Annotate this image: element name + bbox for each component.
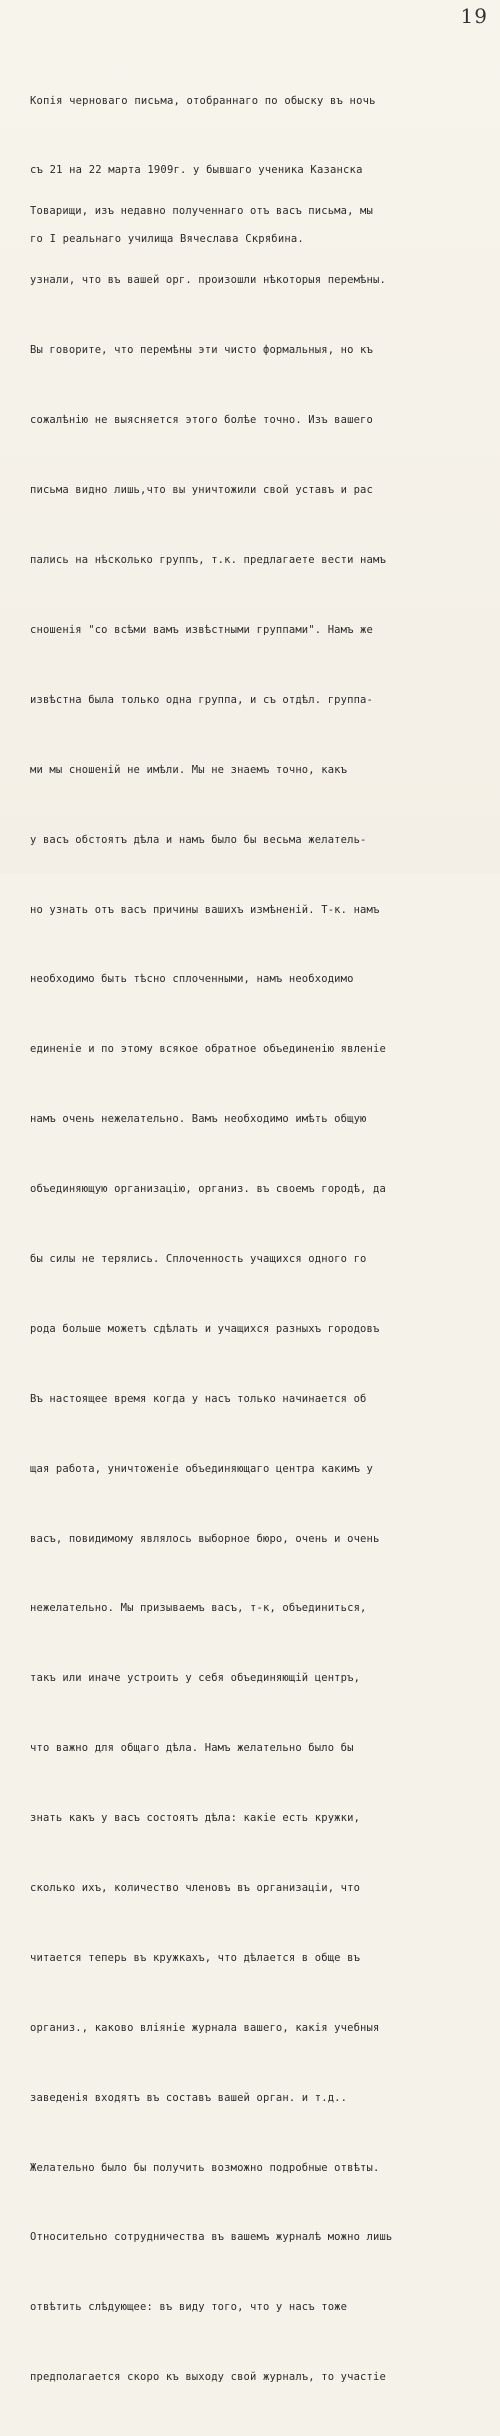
body-line: щая работа, уничтоженіе объединяющаго центра какимъ у xyxy=(30,1462,373,1475)
body-line: сношенія "со всѣми вамъ извѣстными группами". Намъ же xyxy=(30,623,373,636)
body-line: пались на нѣсколько группъ, т.к. предлагаете вести намъ xyxy=(30,554,386,567)
body-line: письма видно лишь,что вы уничтожили свой уставъ и рас xyxy=(30,484,373,497)
body-line: Вы говорите, что перемѣны эти чисто формальныя, но къ xyxy=(30,344,373,357)
body-line: единеніе и по этому всякое обратное объединенію явленіе xyxy=(30,1043,386,1056)
body-line: что важно для общаго дѣла. Намъ желательно было бы xyxy=(30,1742,354,1755)
letter-body xyxy=(30,153,490,2436)
body-line: сожалѣнію не выясняется этого болѣе точно. Изъ вашего xyxy=(30,414,373,427)
heading-line: го I реальнаго училища Вячеслава Скрябина. xyxy=(30,233,304,245)
heading-line: съ 21 на 22 марта 1909г. у бывшаго ученика Казанска xyxy=(30,164,363,176)
heading-line: Копія черноваго письма, отобраннаго по обыску въ ночь xyxy=(30,95,376,107)
body-line: васъ, повидимому являлось выборное бюро, очень и очень xyxy=(30,1532,380,1545)
body-line: извѣстна была только одна группа, и съ отдѣл. группа- xyxy=(30,693,373,706)
body-line: Желательно было бы получить возможно подробные отвѣты. xyxy=(30,2161,380,2174)
body-line: отвѣтить слѣдующее: въ виду того, что у насъ тоже xyxy=(30,2301,348,2314)
body-line: Товарищи, изъ недавно полученнаго отъ васъ письма, мы xyxy=(30,204,373,217)
body-line: объединяющую организацію, организ. въ своемъ городѣ, да xyxy=(30,1183,386,1196)
body-line: узнали, что въ вашей орг. произошли нѣкоторыя перемѣны. xyxy=(30,274,386,287)
body-line: нежелательно. Мы призываемъ васъ, т-к, объединиться, xyxy=(30,1602,367,1615)
body-line: организ., каково вліяніе журнала вашего, какія учебныя xyxy=(30,2021,380,2034)
body-line: рода больше можетъ сдѣлать и учащихся разныхъ городовъ xyxy=(30,1322,380,1335)
body-line: ми мы сношеній не имѣли. Мы не знаемъ точно, какъ xyxy=(30,763,348,776)
body-line: но узнать отъ васъ причины вашихъ измѣненій. Т-к. намъ xyxy=(30,903,380,916)
body-line: такъ или иначе устроить у себя объединяющій центръ, xyxy=(30,1672,361,1685)
body-line: Относительно сотрудничества въ вашемъ журналѣ можно лишь xyxy=(30,2231,393,2244)
body-line: знать какъ у васъ состоятъ дѣла: какіе есть кружки, xyxy=(30,1812,361,1825)
body-line: намъ очень нежелательно. Вамъ необходимо имѣть общую xyxy=(30,1113,367,1126)
body-line: заведенія входятъ въ составъ вашей орган. и т.д.. xyxy=(30,2091,348,2104)
body-line: бы силы не терялись. Сплоченность учащихся одного го xyxy=(30,1252,367,1265)
body-line: у васъ обстоятъ дѣла и намъ было бы весьма желатель- xyxy=(30,833,367,846)
body-line: необходимо быть тѣсно сплоченными, намъ необходимо xyxy=(30,973,354,986)
body-line: читается теперь въ кружкахъ, что дѣлается в обще въ xyxy=(30,1951,361,1964)
body-line: Въ настоящее время когда у насъ только начинается об xyxy=(30,1392,367,1405)
body-line: сколько ихъ, количество членовъ въ организаціи, что xyxy=(30,1881,361,1894)
body-line: предполагается скоро къ выходу свой журналъ, то участіе xyxy=(30,2371,386,2384)
page-number: 19 xyxy=(460,4,488,28)
